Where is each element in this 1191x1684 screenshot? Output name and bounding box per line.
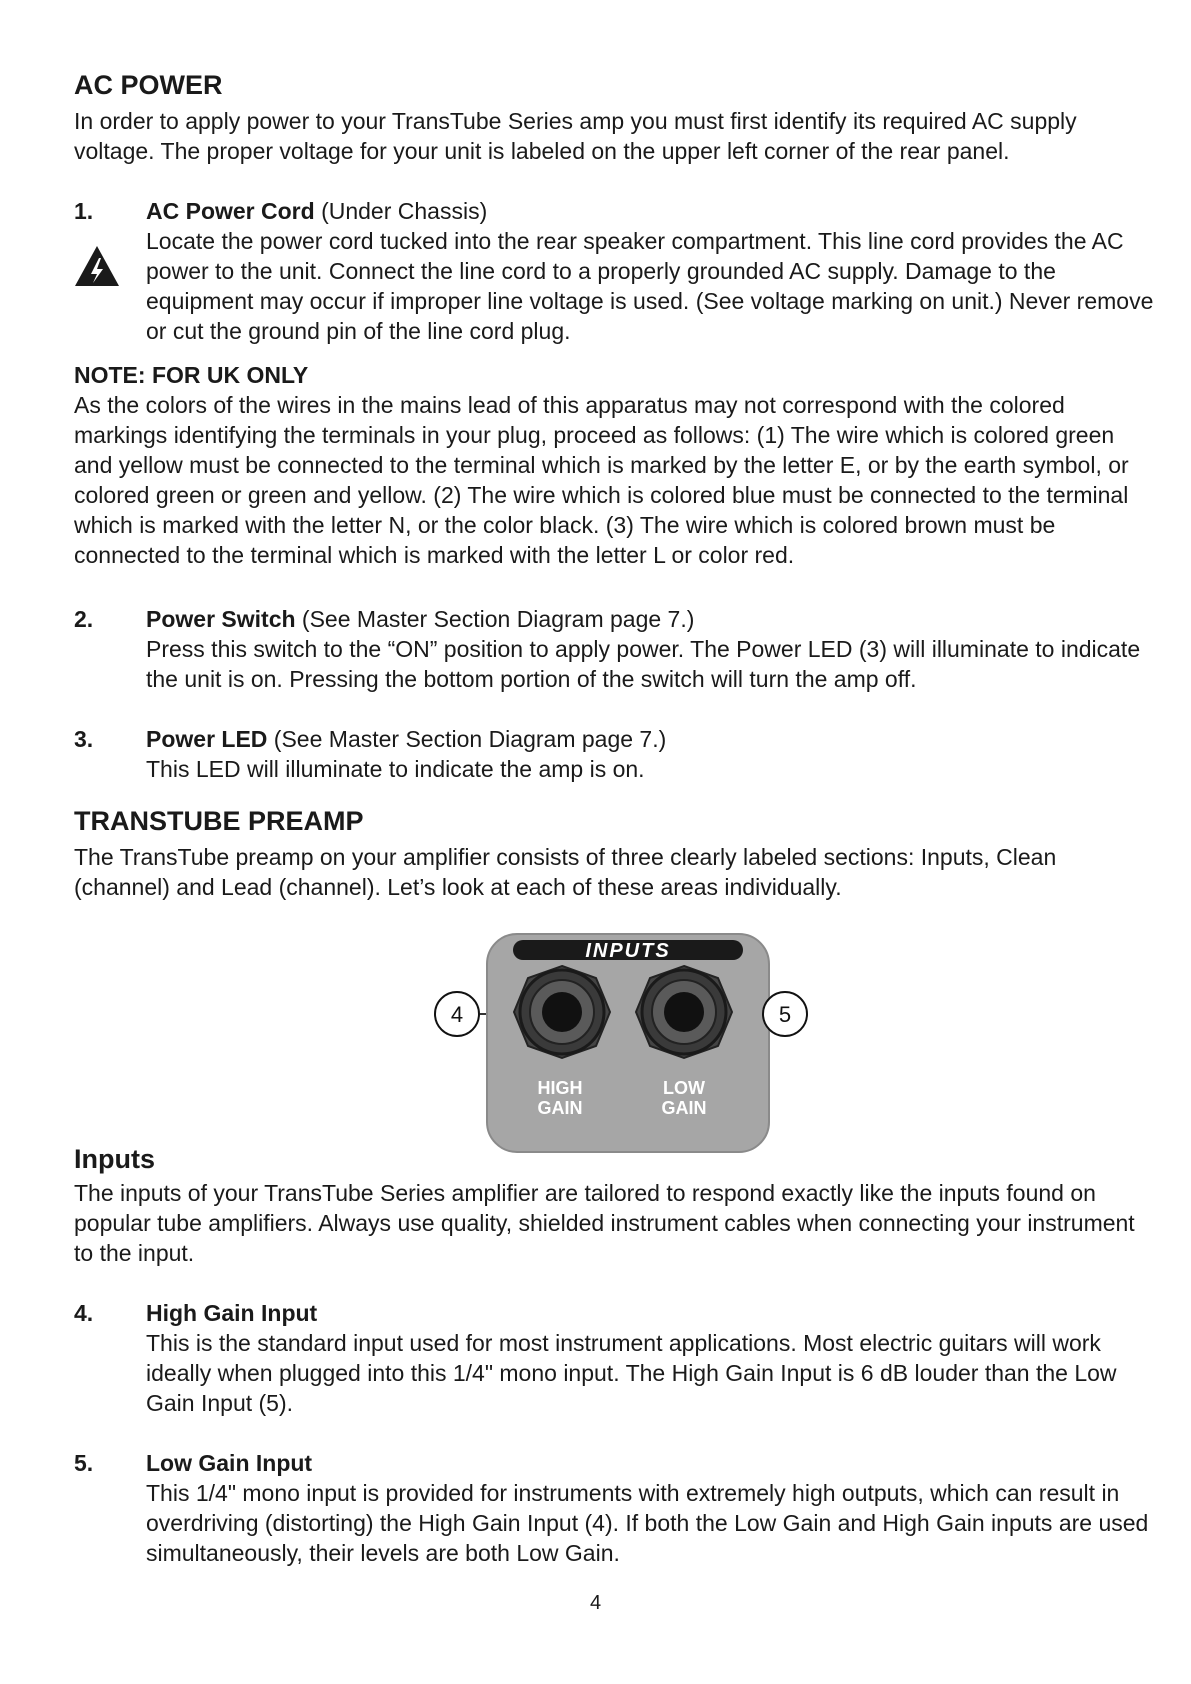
item-number: 3.: [74, 726, 94, 752]
preamp-intro: The TransTube preamp on your amplifier consists of three clearly labeled sections: Inputs, Clean (channel) and Lead (channel). Let’s look at each of these areas individually.: [74, 844, 1057, 900]
item-number: 4.: [74, 1300, 94, 1326]
item-title: AC Power Cord: [146, 198, 315, 224]
item-text: This 1/4" mono input is provided for instruments with extremely high outputs, which can result in overdriving (distorting) the High Gain Input (4). If both the Low Gain and High Gain inputs are used simultaneously, their levels are both Low Gain.: [146, 1480, 1149, 1566]
inputs-panel-figure: [432, 930, 822, 1159]
inputs-heading: Inputs: [74, 1144, 155, 1174]
item-title: Power LED: [146, 726, 268, 752]
high-label-2: GAIN: [537, 1098, 583, 1118]
ac-power-heading: AC POWER: [74, 70, 223, 100]
item-number: 2.: [74, 606, 94, 632]
ac-power-intro: In order to apply power to your TransTube Series amp you must first identify its required AC supply voltage. The proper voltage for your unit is labeled on the upper left corner of the rear panel.: [74, 108, 1077, 164]
item-title: Power Switch: [146, 606, 296, 632]
panel-label: INPUTS: [585, 940, 671, 962]
callout-5: 5: [778, 1002, 792, 1027]
item-subtitle: (Under Chassis): [314, 198, 488, 224]
item-text: This is the standard input used for most instrument applications. Most electric guitars will work ideally when plugged into this 1/4" mono input. The High Gain Input is 6 dB louder than the Low Gain Input (5).: [146, 1330, 1117, 1416]
item-title: Low Gain Input: [146, 1450, 313, 1476]
item-title: High Gain Input: [146, 1300, 318, 1326]
item-text: Press this switch to the “ON” position to apply power. The Power LED (3) will illuminate to indicate the unit is on. Pressing the bottom portion of the switch will turn the amp off.: [146, 636, 1141, 692]
note-text: As the colors of the wires in the mains lead of this apparatus may not correspond with the colored markings identifying the terminals in your plug, proceed as follows: (1) The wire which is colored green and yellow must be connected to the terminal which is marked by the letter E, or by the earth symbol, or colored green or green and yellow. (2) The wire which is colored blue must be connected to the terminal which is marked with the letter N, or the color black. (3) The wire which is colored brown must be connected to the terminal which is marked with the letter L or color red.: [74, 392, 1129, 568]
page-number: 4: [589, 1592, 602, 1614]
preamp-heading: TRANSTUBE PREAMP: [74, 806, 364, 836]
item-text: This LED will illuminate to indicate the amp is on.: [146, 756, 645, 782]
high-gain-jack: [514, 966, 610, 1058]
low-label-2: GAIN: [661, 1098, 707, 1118]
inputs-intro: The inputs of your TransTube Series amplifier are tailored to respond exactly like the inputs found on popular tube amplifiers. Always use quality, shielded instrument cables when connecting your instrument to the input.: [74, 1180, 1135, 1266]
high-label-1: HIGH: [537, 1078, 583, 1098]
item-subtitle: (See Master Section Diagram page 7.): [295, 606, 695, 632]
callout-4: 4: [450, 1002, 464, 1027]
item-text: Locate the power cord tucked into the rear speaker compartment. This line cord provides the AC power to the unit. Connect the line cord to a properly grounded AC supply. Damage to the equipment may occur if improper line voltage is used. (See voltage marking on unit.) Never remove or cut the ground pin of the line cord plug.: [146, 228, 1154, 344]
note-heading: NOTE: FOR UK ONLY: [74, 362, 309, 388]
item-number: 1.: [74, 198, 94, 224]
warning-icon: [74, 245, 120, 292]
item-number: 5.: [74, 1450, 94, 1476]
low-label-1: LOW: [663, 1078, 705, 1098]
item-subtitle: (See Master Section Diagram page 7.): [267, 726, 667, 752]
low-gain-jack: [636, 966, 732, 1058]
